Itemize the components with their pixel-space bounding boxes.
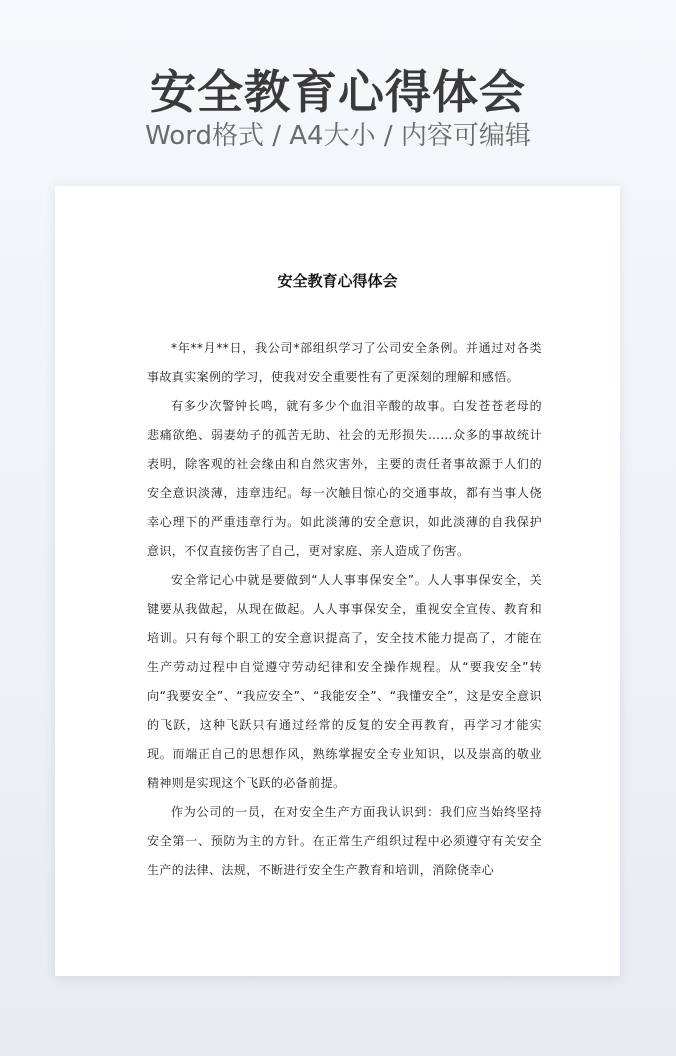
banner-title: 安全教育心得体会 xyxy=(150,65,526,119)
paragraph-1: *年**月**日，我公司*部组织学习了公司安全条例。并通过对各类事故真实案例的学习，使我对安全重要性有了更深刻的理解和感悟。 xyxy=(147,341,542,384)
paragraph-3: 安全常记心中就是要做到“人人事事保安全”。人人事事保安全，关键要从我做起，从现在做起。人人事事保安全，重视安全宣传、教育和培训。只有每个职工的安全意识提高了，安全技术能力提高了，才能在生产劳动过程中自觉遵守劳动纪律和安全操作规程。从“要我安全”转向“我要安全”、“我应安全”、“我能安全”、“我懂安全”，这是安全意识的飞跃，这种飞跃只有通过经常的反复的安全再教育，再学习才能实现。而端正自己的思想作风，熟练掌握安全专业知识，以及崇高的敬业精神则是实现这个飞跃的必备前提。 xyxy=(147,573,542,790)
paragraph-4: 作为公司的一员，在对安全生产方面我认识到：我们应当始终坚持安全第一、预防为主的方针。在正常生产组织过程中必须遵守有关安全生产的法律、法规，不断进行安全生产教育和培训，消除侥幸心 xyxy=(147,805,542,877)
document-body xyxy=(147,334,542,885)
document-page xyxy=(55,186,620,976)
document-title: 安全教育心得体会 xyxy=(277,272,398,290)
banner-subtitle: Word格式 / A4大小 / 内容可编辑 xyxy=(145,121,531,151)
paragraph-2: 有多少次警钟长鸣，就有多少个血泪辛酸的故事。白发苍苍老母的悲痛欲绝、弱妻幼子的孤苦无助、社会的无形损失……众多的事故统计表明，除客观的社会缘由和自然灾害外，主要的责任者事故源于人们的安全意识淡薄，违章违纪。每一次触目惊心的交通事故，都有当事人侥幸心理下的严重违章行为。如此淡薄的安全意识，如此淡薄的自我保护意识，不仅直接伤害了自己，更对家庭、亲人造成了伤害。 xyxy=(147,399,542,558)
